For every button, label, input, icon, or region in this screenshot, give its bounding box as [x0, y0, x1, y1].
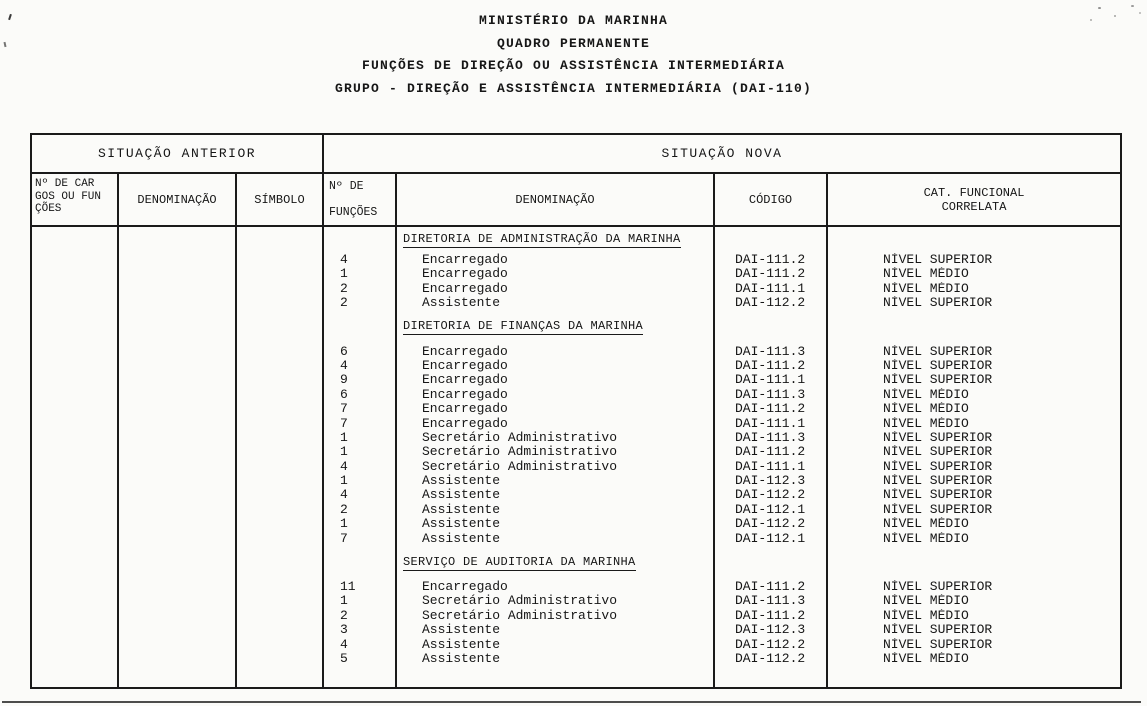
- cell-categoria: NÍVEL SUPERIOR: [883, 430, 993, 445]
- cell-categoria: NÍVEL SUPERIOR: [883, 459, 993, 474]
- cell-denominacao-anterior: [119, 652, 237, 666]
- cell-num-funcoes: 1: [324, 594, 397, 608]
- cell-codigo: DAI-111.3: [715, 388, 828, 402]
- cell-denominacao: Encarregado: [397, 359, 715, 373]
- cell-simbolo: [237, 431, 324, 445]
- cell-simbolo: [237, 623, 324, 637]
- cell-denominacao: Secretário Administrativo: [397, 460, 715, 474]
- cell-categoria: NÍVEL SUPERIOR: [883, 253, 993, 267]
- cell-categoria: NÍVEL SUPERIOR: [883, 373, 993, 388]
- empty-cell: [32, 546, 119, 580]
- table-row: [32, 532, 1120, 546]
- cell-codigo: DAI-111.2: [715, 253, 828, 267]
- table-row: [32, 638, 1120, 652]
- cell-codigo: DAI-112.3: [715, 474, 828, 488]
- column-header-simbolo: [237, 174, 324, 225]
- cell-num-funcoes: 5: [324, 652, 397, 666]
- cell-simbolo: [237, 296, 324, 310]
- empty-cell: [32, 666, 119, 687]
- cell-simbolo: [237, 373, 324, 387]
- cell-denominacao-anterior: [119, 296, 237, 310]
- section-title-row: [32, 227, 1120, 253]
- cell-num-funcoes: 1: [324, 445, 397, 459]
- cell-codigo: DAI-112.1: [715, 532, 828, 546]
- table-row: [32, 431, 1120, 445]
- cell-num-cargos: [32, 474, 119, 488]
- cell-num-cargos: [32, 431, 119, 445]
- cell-num-cargos: [32, 296, 119, 310]
- column-header-denominacao-anterior-label: DENOMINAÇÃO: [137, 192, 217, 207]
- cell-simbolo: [237, 388, 324, 402]
- cell-denominacao: Secretário Administrativo: [397, 431, 715, 445]
- cell-denominacao-anterior: [119, 431, 237, 445]
- cell-num-funcoes: 4: [324, 488, 397, 502]
- cell-num-cargos: [32, 417, 119, 431]
- cell-denominacao-anterior: [119, 445, 237, 459]
- column-header-num-funcoes-line1: Nº DE: [329, 180, 364, 193]
- table-row: [32, 488, 1120, 502]
- cell-denominacao-anterior: [119, 488, 237, 502]
- empty-cell: [119, 546, 237, 580]
- column-header-simbolo-label: SÍMBOLO: [254, 192, 305, 207]
- cell-categoria: NÍVEL SUPERIOR: [883, 637, 993, 652]
- cell-num-cargos: [32, 388, 119, 402]
- column-header-denominacao-nova-label: DENOMINAÇÃO: [515, 192, 595, 207]
- cell-denominacao: Assistente: [397, 532, 715, 546]
- table-row: [32, 402, 1120, 416]
- cell-simbolo: [237, 532, 324, 546]
- cell-denominacao: Encarregado: [397, 345, 715, 359]
- cell-codigo: DAI-111.2: [715, 580, 828, 594]
- cell-categoria: NÍVEL MÉDIO: [883, 517, 969, 532]
- cell-codigo: DAI-112.2: [715, 296, 828, 310]
- cell-categoria: NÍVEL MÉDIO: [883, 608, 969, 623]
- cell-num-funcoes: 3: [324, 623, 397, 637]
- table-row: [32, 609, 1120, 623]
- cell-num-cargos: [32, 594, 119, 608]
- table-row: [32, 417, 1120, 431]
- cell-categoria: NÍVEL MÉDIO: [883, 531, 969, 546]
- cell-categoria: NÍVEL SUPERIOR: [883, 580, 993, 595]
- cell-denominacao: Encarregado: [397, 402, 715, 416]
- doc-title-quadro: QUADRO PERMANENTE: [496, 35, 651, 51]
- cell-num-cargos: [32, 532, 119, 546]
- cell-num-cargos: [32, 253, 119, 267]
- table-row: [32, 652, 1120, 666]
- cell-denominacao: Secretário Administrativo: [397, 445, 715, 459]
- cell-num-funcoes: 7: [324, 417, 397, 431]
- column-header-denominacao-anterior: [119, 174, 237, 225]
- cell-simbolo: [237, 652, 324, 666]
- cell-num-funcoes: 1: [324, 474, 397, 488]
- cell-simbolo: [237, 638, 324, 652]
- cell-num-funcoes: 1: [324, 517, 397, 531]
- cell-codigo: DAI-111.1: [715, 460, 828, 474]
- cell-num-funcoes: 1: [324, 431, 397, 445]
- cell-codigo: DAI-112.2: [715, 517, 828, 531]
- cell-simbolo: [237, 609, 324, 623]
- cell-codigo: DAI-112.1: [715, 503, 828, 517]
- table-row: [32, 345, 1120, 359]
- empty-cell: [119, 227, 237, 253]
- cell-categoria: NÍVEL MÉDIO: [883, 281, 969, 296]
- column-header-num-cargos-line2: GOS OU FUN: [35, 190, 102, 203]
- section-title-cell: [397, 311, 715, 345]
- cell-denominacao-anterior: [119, 460, 237, 474]
- empty-cell: [119, 311, 237, 345]
- cell-categoria: NÍVEL SUPERIOR: [883, 445, 993, 460]
- cell-num-funcoes: 2: [324, 609, 397, 623]
- column-header-codigo-label: CÓDIGO: [748, 192, 793, 207]
- section-title-cell: [397, 546, 715, 580]
- empty-cell: [715, 546, 828, 580]
- scan-artifact: [1131, 5, 1134, 7]
- cell-categoria: NÍVEL MÉDIO: [883, 387, 969, 402]
- column-header-codigo: [715, 174, 828, 225]
- empty-cell: [715, 227, 828, 253]
- cell-num-cargos: [32, 609, 119, 623]
- column-header-num-funcoes: [324, 174, 397, 225]
- empty-cell: [324, 546, 397, 580]
- empty-cell: [324, 666, 397, 687]
- cell-num-funcoes: 2: [324, 282, 397, 296]
- cell-categoria: NÍVEL SUPERIOR: [883, 358, 993, 373]
- empty-cell: [237, 227, 324, 253]
- cell-categoria: NÍVEL SUPERIOR: [883, 623, 993, 638]
- cell-denominacao: Secretário Administrativo: [397, 594, 715, 608]
- cell-denominacao-anterior: [119, 474, 237, 488]
- cell-num-cargos: [32, 373, 119, 387]
- cell-simbolo: [237, 594, 324, 608]
- cell-categoria: NÍVEL MÉDIO: [883, 267, 969, 282]
- cell-codigo: DAI-112.2: [715, 488, 828, 502]
- cell-denominacao: Assistente: [397, 623, 715, 637]
- cell-num-cargos: [32, 503, 119, 517]
- cell-num-cargos: [32, 345, 119, 359]
- cell-codigo: DAI-111.2: [715, 359, 828, 373]
- group-header-situacao-nova: SITUAÇÃO NOVA: [661, 146, 783, 161]
- cell-denominacao: Assistente: [397, 517, 715, 531]
- cell-codigo: DAI-112.3: [715, 623, 828, 637]
- cell-simbolo: [237, 503, 324, 517]
- table-row: [32, 503, 1120, 517]
- cell-num-cargos: [32, 638, 119, 652]
- cell-simbolo: [237, 417, 324, 431]
- cell-categoria: NÍVEL SUPERIOR: [883, 296, 993, 311]
- section-title: SERVIÇO DE AUDITORIA DA MARINHA: [403, 554, 636, 569]
- cell-num-cargos: [32, 580, 119, 594]
- cell-simbolo: [237, 517, 324, 531]
- section-title-row: [32, 311, 1120, 345]
- section-title: DIRETORIA DE ADMINISTRAÇÃO DA MARINHA: [403, 231, 681, 246]
- cell-denominacao-anterior: [119, 417, 237, 431]
- cell-simbolo: [237, 267, 324, 281]
- column-header-categoria: [828, 174, 1120, 225]
- column-header-denominacao-nova: [397, 174, 715, 225]
- cell-denominacao: Encarregado: [397, 282, 715, 296]
- cell-num-funcoes: 4: [324, 253, 397, 267]
- cell-num-funcoes: 1: [324, 267, 397, 281]
- cell-codigo: DAI-111.2: [715, 609, 828, 623]
- empty-cell: [237, 311, 324, 345]
- group-header-situacao-anterior: SITUAÇÃO ANTERIOR: [97, 146, 257, 161]
- cell-num-funcoes: 9: [324, 373, 397, 387]
- cell-num-cargos: [32, 267, 119, 281]
- cell-num-cargos: [32, 445, 119, 459]
- empty-cell: [828, 311, 1120, 345]
- cell-categoria: NÍVEL MÉDIO: [883, 416, 969, 431]
- table-row: [32, 388, 1120, 402]
- table-row: [32, 517, 1120, 531]
- doc-title-grupo: GRUPO - DIREÇÃO E ASSISTÊNCIA INTERMEDIÁRIA (DAI-110): [334, 80, 813, 96]
- empty-cell: [828, 227, 1120, 253]
- column-header-num-cargos: [32, 174, 119, 225]
- cell-denominacao-anterior: [119, 623, 237, 637]
- doc-title-ministerio: MINISTÉRIO DA MARINHA: [478, 13, 669, 28]
- cell-codigo: DAI-111.1: [715, 417, 828, 431]
- cell-categoria: NÍVEL MÉDIO: [883, 594, 969, 609]
- empty-cell: [715, 311, 828, 345]
- cell-denominacao-anterior: [119, 638, 237, 652]
- cell-codigo: DAI-111.3: [715, 345, 828, 359]
- cell-num-funcoes: 2: [324, 503, 397, 517]
- cell-num-funcoes: 6: [324, 345, 397, 359]
- cell-simbolo: [237, 345, 324, 359]
- cell-denominacao-anterior: [119, 503, 237, 517]
- table-row: [32, 267, 1120, 281]
- cell-denominacao: Assistente: [397, 652, 715, 666]
- cell-num-cargos: [32, 517, 119, 531]
- cell-denominacao-anterior: [119, 253, 237, 267]
- table-row: [32, 623, 1120, 637]
- cell-categoria: NÍVEL SUPERIOR: [883, 344, 993, 359]
- cell-num-funcoes: 6: [324, 388, 397, 402]
- empty-cell: [828, 546, 1120, 580]
- empty-cell: [324, 311, 397, 345]
- cell-denominacao-anterior: [119, 282, 237, 296]
- table-row: [32, 594, 1120, 608]
- table-group-header-row: [32, 135, 1120, 174]
- column-header-num-cargos-line1: Nº DE CAR: [35, 178, 95, 190]
- cell-categoria: NÍVEL MÉDIO: [883, 402, 969, 417]
- scan-artifact: [2, 701, 1141, 703]
- empty-cell: [324, 227, 397, 253]
- cell-denominacao: Encarregado: [397, 388, 715, 402]
- cell-denominacao-anterior: [119, 373, 237, 387]
- scan-artifact: [1114, 15, 1116, 17]
- cell-denominacao: Encarregado: [397, 417, 715, 431]
- cell-denominacao-anterior: [119, 267, 237, 281]
- cell-codigo: DAI-111.2: [715, 445, 828, 459]
- table-row: [32, 359, 1120, 373]
- group-header-situacao-anterior-cell: [32, 135, 324, 172]
- column-header-categoria-line2: CORRELATA: [941, 199, 1007, 214]
- cell-num-cargos: [32, 652, 119, 666]
- cell-denominacao-anterior: [119, 517, 237, 531]
- group-header-situacao-nova-cell: [324, 135, 1120, 172]
- cell-denominacao: Assistente: [397, 296, 715, 310]
- table-row: [32, 460, 1120, 474]
- empty-cell: [119, 666, 237, 687]
- doc-title-funcoes: FUNÇÕES DE DIREÇÃO OU ASSISTÊNCIA INTERMEDIÁRIA: [361, 58, 786, 73]
- cell-denominacao: Encarregado: [397, 253, 715, 267]
- cell-num-cargos: [32, 488, 119, 502]
- table-row: [32, 253, 1120, 267]
- table-row: [32, 296, 1120, 310]
- cell-num-funcoes: 7: [324, 402, 397, 416]
- cell-simbolo: [237, 402, 324, 416]
- cell-num-funcoes: 4: [324, 638, 397, 652]
- cell-num-funcoes: 7: [324, 532, 397, 546]
- empty-cell: [237, 546, 324, 580]
- cell-num-cargos: [32, 359, 119, 373]
- cell-denominacao: Assistente: [397, 503, 715, 517]
- cell-denominacao: Secretário Administrativo: [397, 609, 715, 623]
- cell-num-funcoes: 2: [324, 296, 397, 310]
- cell-denominacao-anterior: [119, 402, 237, 416]
- cell-denominacao: Encarregado: [397, 580, 715, 594]
- cell-simbolo: [237, 445, 324, 459]
- column-header-categoria-line1: CAT. FUNCIONAL: [923, 185, 1025, 200]
- cell-simbolo: [237, 282, 324, 296]
- scan-artifact: [1090, 19, 1092, 21]
- cell-categoria: NÍVEL SUPERIOR: [883, 474, 993, 489]
- cell-num-cargos: [32, 460, 119, 474]
- cell-codigo: DAI-111.2: [715, 267, 828, 281]
- cell-denominacao-anterior: [119, 388, 237, 402]
- document-header: [0, 10, 1147, 100]
- table-body: [32, 227, 1120, 687]
- table-filler: [32, 666, 1120, 687]
- cell-denominacao: Assistente: [397, 488, 715, 502]
- empty-cell: [397, 666, 715, 687]
- cell-categoria: NÍVEL SUPERIOR: [883, 502, 993, 517]
- cell-num-funcoes: 4: [324, 359, 397, 373]
- column-header-num-funcoes-line2: FUNÇÕES: [329, 206, 378, 219]
- section-title-row: [32, 546, 1120, 580]
- table-row: [32, 580, 1120, 594]
- cell-denominacao-anterior: [119, 580, 237, 594]
- cell-denominacao: Assistente: [397, 474, 715, 488]
- cell-num-cargos: [32, 282, 119, 296]
- cell-simbolo: [237, 488, 324, 502]
- empty-cell: [32, 311, 119, 345]
- cell-simbolo: [237, 474, 324, 488]
- cell-simbolo: [237, 580, 324, 594]
- cell-categoria: NÍVEL MÉDIO: [883, 651, 969, 666]
- section-title-cell: [397, 227, 715, 253]
- section-title: DIRETORIA DE FINANÇAS DA MARINHA: [403, 319, 644, 334]
- empty-cell: [828, 666, 1120, 687]
- cell-num-funcoes: 11: [324, 580, 397, 594]
- cell-codigo: DAI-112.2: [715, 652, 828, 666]
- cell-simbolo: [237, 460, 324, 474]
- cell-codigo: DAI-112.2: [715, 638, 828, 652]
- cell-codigo: DAI-111.3: [715, 594, 828, 608]
- table-row: [32, 373, 1120, 387]
- situation-table: [30, 133, 1122, 689]
- cell-codigo: DAI-111.1: [715, 373, 828, 387]
- cell-denominacao: Encarregado: [397, 267, 715, 281]
- empty-cell: [715, 666, 828, 687]
- empty-cell: [237, 666, 324, 687]
- cell-categoria: NÍVEL SUPERIOR: [883, 488, 993, 503]
- empty-cell: [32, 227, 119, 253]
- cell-denominacao-anterior: [119, 594, 237, 608]
- cell-denominacao-anterior: [119, 359, 237, 373]
- cell-num-cargos: [32, 623, 119, 637]
- column-header-num-cargos-line3: ÇÕES: [35, 203, 62, 215]
- table-row: [32, 445, 1120, 459]
- cell-codigo: DAI-111.3: [715, 431, 828, 445]
- cell-simbolo: [237, 253, 324, 267]
- cell-denominacao: Assistente: [397, 638, 715, 652]
- scan-artifact: [1139, 12, 1141, 14]
- table-row: [32, 282, 1120, 296]
- table-column-header-row: [32, 174, 1120, 227]
- cell-codigo: DAI-111.2: [715, 402, 828, 416]
- table-row: [32, 474, 1120, 488]
- cell-codigo: DAI-111.1: [715, 282, 828, 296]
- cell-simbolo: [237, 359, 324, 373]
- cell-denominacao: Encarregado: [397, 373, 715, 387]
- cell-denominacao-anterior: [119, 609, 237, 623]
- cell-num-cargos: [32, 402, 119, 416]
- cell-denominacao-anterior: [119, 345, 237, 359]
- cell-denominacao-anterior: [119, 532, 237, 546]
- cell-num-funcoes: 4: [324, 460, 397, 474]
- scan-artifact: [1098, 7, 1101, 9]
